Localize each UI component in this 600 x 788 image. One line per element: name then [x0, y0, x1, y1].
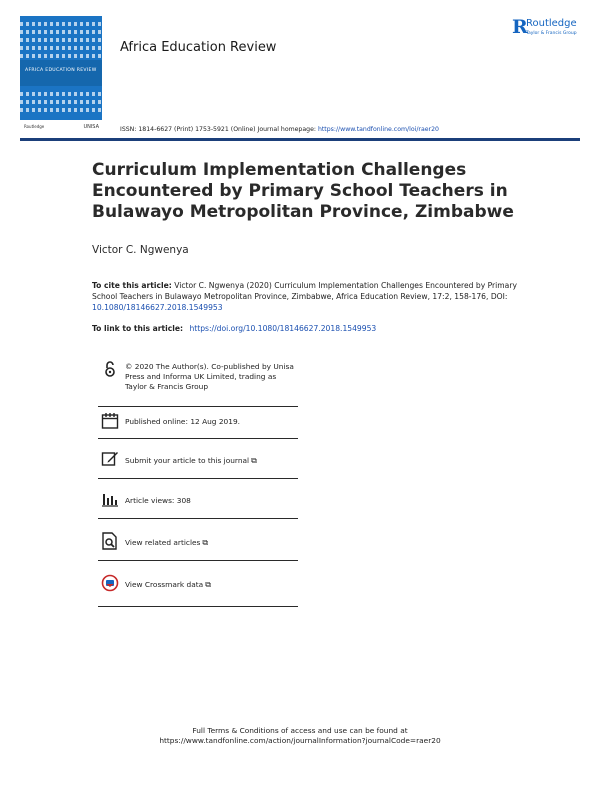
article-url-link[interactable]: https://doi.org/10.1080/18146627.2018.1549953: [189, 324, 377, 333]
journal-homepage-link[interactable]: https://www.tandfonline.com/loi/raer20: [317, 126, 439, 133]
cover-title: AFRICA EDUCATION REVIEW: [25, 68, 97, 73]
article-author: Victor C. Ngwenya: [92, 244, 189, 256]
routledge-logo: [512, 16, 594, 42]
submit-link[interactable]: [125, 456, 300, 466]
footer-text: Full Terms & Conditions of access and use can be found at: [192, 726, 408, 735]
views-text: Article views: 308: [125, 496, 191, 505]
submit-label: Submit your article to this journal: [125, 456, 250, 465]
link-label: To link to this article:: [92, 324, 184, 333]
citation: [92, 280, 522, 313]
row-divider: [98, 478, 298, 479]
bar-chart-icon: [101, 490, 119, 508]
routledge-icon: R: [512, 16, 528, 38]
row-divider: [98, 518, 298, 519]
external-link-icon: ⧉: [202, 538, 209, 547]
header-divider: [20, 138, 580, 141]
cite-label: To cite this article:: [92, 281, 172, 290]
journal-cover: [20, 16, 102, 134]
article-link: [92, 324, 376, 333]
related-label: View related articles: [125, 538, 201, 547]
cover-publisher: Routledge: [24, 124, 45, 129]
crossmark-link[interactable]: [125, 580, 300, 590]
row-divider: [98, 560, 298, 561]
routledge-name: Routledge: [526, 18, 577, 29]
journal-name: Africa Education Review: [120, 40, 277, 55]
edit-icon: [101, 450, 119, 468]
cite-text: Victor C. Ngwenya (2020) Curriculum Implementation Challenges Encountered by Primary School Teachers in Bulawayo Metropolitan Province, Zimbabwe, Africa Education Review, 17:2, 158-176, DOI:: [92, 281, 517, 301]
copyright-text: © 2020 The Author(s). Co-published by Unisa Press and Informa UK Limited, trading as Taylor & Francis Group: [125, 362, 294, 391]
article-title: Curriculum Implementation Challenges Encountered by Primary School Teachers in Bulawayo Metropolitan Province, Zimbabwe: [92, 160, 514, 222]
crossmark-label: View Crossmark data: [125, 580, 204, 589]
published-text: Published online: 12 Aug 2019.: [125, 417, 241, 426]
footer-terms: [100, 726, 500, 746]
issn-text: ISSN: 1814-6627 (Print) 1753-5921 (Online) Journal homepage:: [120, 126, 316, 133]
routledge-subtitle: Taylor & Francis Group: [526, 31, 577, 36]
footer-terms-link[interactable]: https://www.tandfonline.com/action/journalInformation?journalCode=raer20: [159, 736, 441, 745]
calendar-icon: [101, 412, 119, 430]
issn-line: [120, 126, 439, 133]
external-link-icon: ⧉: [251, 456, 257, 465]
row-divider: [98, 606, 298, 607]
row-divider: [98, 438, 298, 439]
doi-link[interactable]: 10.1080/18146627.2018.1549953: [92, 303, 223, 312]
related-link[interactable]: [125, 538, 300, 548]
cover-unisa-logo: UNISA: [83, 124, 99, 130]
row-divider: [98, 406, 298, 407]
document-search-icon: [101, 532, 119, 550]
open-access-icon: [101, 360, 119, 378]
external-link-icon: ⧉: [205, 580, 211, 589]
crossmark-icon: [101, 574, 119, 592]
